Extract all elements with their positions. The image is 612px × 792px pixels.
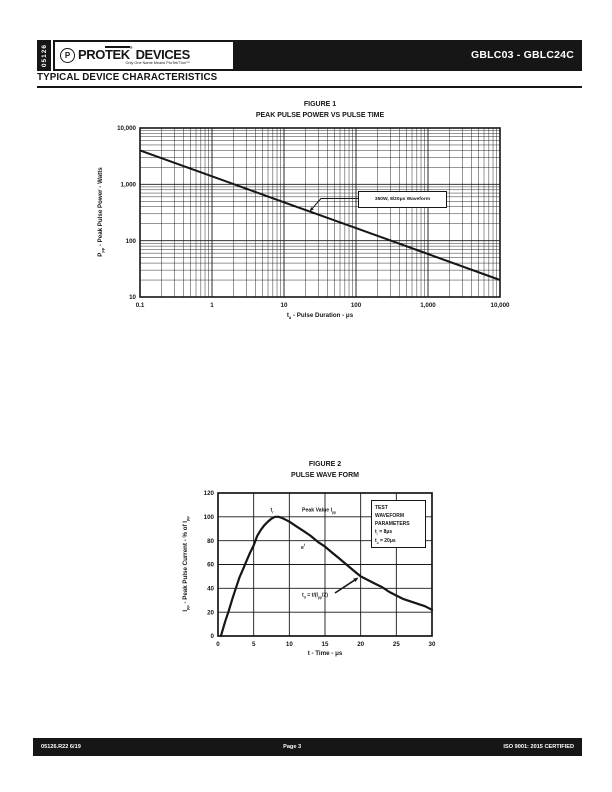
figure2-title: FIGURE 2 (308, 461, 342, 468)
fig1-y-tick-label: 10 (129, 294, 136, 302)
test-box-line4: $t_r = 8\mu s$ (375, 529, 393, 537)
fig2-x-tick-label: 30 (428, 641, 436, 648)
fig1-plot-border (140, 128, 500, 297)
fig1-x-tick-label: 10,000 (490, 302, 510, 309)
brand-tagline: Only One Name Means ProTek'Tion™ (125, 60, 190, 65)
brand-name-devices: DEVICES (132, 46, 190, 62)
fig2-x-tick-label: 20 (357, 641, 365, 648)
part-number-range: GBLC03 - GBLC24C (471, 49, 574, 61)
figure1-subtitle: PEAK PULSE POWER VS PULSE TIME (255, 111, 385, 119)
brand-logo (55, 42, 233, 69)
test-box-line5: $t_d = 20\mu s$ (375, 538, 396, 546)
header-bar (53, 40, 582, 71)
fig1-x-tick-label: 100 (350, 302, 362, 309)
fig2-x-tick-label: 10 (285, 641, 293, 648)
figure2-subtitle: PULSE WAVE FORM (291, 471, 359, 479)
brand-name-pro: PRO (78, 46, 105, 62)
fig1-power-curve (140, 150, 500, 280)
fig2-x-tick-label: 15 (321, 641, 329, 648)
fig2-y-tick-label: 120 (203, 490, 214, 498)
fig2-annotation-arrow-line (335, 580, 354, 593)
test-box-line2: WAVEFORM (375, 513, 405, 520)
fig1-y-tick-label: 10,000 (117, 125, 136, 133)
brand-monogram-icon (60, 48, 75, 63)
figure1-title: FIGURE 1 (303, 101, 337, 108)
fig1-gridlines (140, 128, 500, 297)
figure1-waveform-callout: 350W, 8/20μs Waveform (358, 191, 447, 208)
fig2-y-tick-label: 100 (203, 514, 214, 522)
brand-name-tek: TEK (104, 46, 130, 62)
figure2-x-axis-title: t - Time - μs (307, 650, 343, 657)
test-box-line3: PARAMETERS (375, 521, 410, 528)
figure2-rise-time-label: $t_r$ (270, 507, 274, 515)
figure2-decay-label: $e^t$ (301, 543, 305, 551)
figure2-peak-value-label: Peak Value $I_{pp}$ (302, 507, 336, 515)
registered-mark: ® (129, 44, 133, 50)
footer-iso-certification: ISO 9001: 2015 CERTIFIED (503, 744, 574, 750)
figure1-x-axis-title: $t_d$ - Pulse Duration - μs (286, 312, 354, 321)
fig2-y-tick-label: 0 (210, 633, 214, 641)
fig2-x-tick-label: 0 (216, 641, 220, 648)
fig1-y-tick-label: 1,000 (120, 181, 136, 189)
fig1-x-tick-label: 1,000 (420, 302, 436, 309)
figure2-test-parameters-box (371, 500, 426, 548)
fig2-y-tick-label: 20 (207, 609, 214, 617)
fig2-y-tick-label: 40 (207, 585, 214, 593)
fig1-x-tick-label: 0.1 (135, 302, 145, 309)
brand-monogram-letter: P (64, 51, 71, 60)
figure2-y-axis-title: $I_{pp}$ - Peak Pulse Current - % of $I_{pp}$ (181, 516, 191, 612)
fig2-x-tick-label: 5 (251, 641, 256, 648)
footer-bar (33, 738, 582, 756)
doc-code-vertical-text: 05126 (40, 43, 48, 68)
figure1-y-axis-title: $P_{pp}$ - Peak Pulse Power - Watts (96, 167, 106, 257)
fig2-y-tick-label: 60 (207, 561, 214, 569)
brand-name (78, 46, 190, 61)
fig1-y-tick-label: 100 (125, 237, 136, 245)
fig1-x-tick-label: 10 (280, 302, 288, 309)
figure1-chart (100, 122, 520, 322)
figure2-half-peak-label: $t_d = t/(I_{pp}/2)$ (302, 592, 328, 600)
footer-doc-revision: 05126.R22 6/19 (41, 744, 81, 750)
section-title-rule (37, 86, 582, 88)
doc-code-tab (37, 40, 51, 71)
test-box-line1: TEST (375, 505, 388, 511)
footer-page-number: Page 3 (283, 744, 302, 750)
brand-text (78, 46, 190, 66)
fig1-x-tick-label: 1 (210, 302, 214, 309)
fig2-y-tick-label: 80 (207, 537, 214, 545)
fig2-x-tick-label: 25 (392, 641, 400, 648)
section-title: TYPICAL DEVICE CHARACTERISTICS (37, 72, 218, 83)
